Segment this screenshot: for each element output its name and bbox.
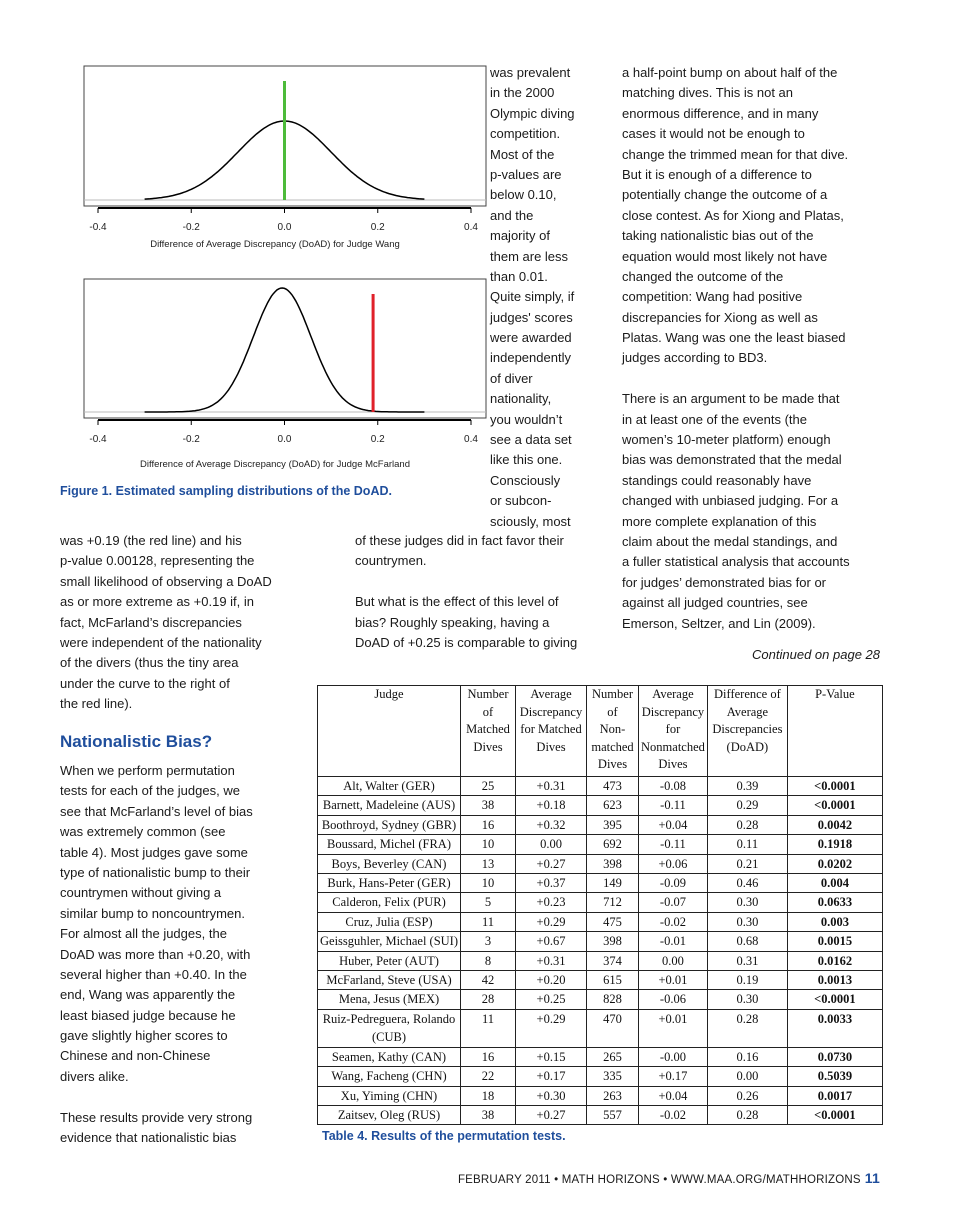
header-line: Dives <box>658 757 688 772</box>
text-line: see that McFarland’s level of bias <box>60 803 253 819</box>
judge-cell: Mena, Jesus (MEX) <box>318 990 461 1009</box>
header-line: Dives <box>473 739 503 754</box>
value-cell: 0.5039 <box>787 1067 882 1086</box>
value-cell: 395 <box>587 815 639 834</box>
value-cell: 0.28 <box>707 815 787 834</box>
text-line: like this one. <box>490 452 563 468</box>
value-cell: 11 <box>461 912 516 931</box>
plot-frame <box>84 279 486 418</box>
judge-cell: Alt, Walter (GER) <box>318 777 461 796</box>
header-line: Average <box>726 704 769 719</box>
text-line: changed the outcome of the <box>622 268 784 284</box>
wang-doad-plot <box>60 60 490 240</box>
header-line: Difference of <box>714 687 781 701</box>
value-cell: 0.0730 <box>787 1047 882 1066</box>
text-line: competition: Wang had positive <box>622 289 803 305</box>
value-cell: +0.32 <box>516 815 587 834</box>
value-cell: 5 <box>461 893 516 912</box>
value-cell: 692 <box>587 835 639 854</box>
table-row <box>318 874 883 893</box>
page-footer <box>458 1170 880 1186</box>
text-line: But it is enough of a difference to <box>622 166 812 182</box>
value-cell: 265 <box>587 1047 639 1066</box>
footer-text: FEBRUARY 2011 • MATH HORIZONS • WWW.MAA.ORG/MATHHORIZONS <box>457 1174 861 1186</box>
judge-cell: McFarland, Steve (USA) <box>318 971 461 990</box>
text-line: changed with unbiased judging. For a <box>622 493 839 509</box>
judge-cell: Geissguhler, Michael (SUI) <box>318 932 461 951</box>
value-cell: 0.0633 <box>787 893 882 912</box>
header-line: P-Value <box>815 687 855 701</box>
text-line: Chinese and non-Chinese <box>60 1048 211 1064</box>
judge-cell: Zaitsev, Oleg (RUS) <box>318 1105 461 1124</box>
text-line: was +0.19 (the red line) and his <box>60 533 242 548</box>
value-cell: +0.17 <box>639 1067 708 1086</box>
header-line: Judge <box>374 687 404 701</box>
text-line: DoAD was more than +0.20, with <box>60 946 251 962</box>
text-line: of the divers (thus the tiny area <box>60 655 239 671</box>
text-line: cases it would not be enough to <box>622 126 805 142</box>
text-line: equation would most likely not have <box>622 248 828 264</box>
value-cell: +0.27 <box>516 854 587 873</box>
header-line: matched <box>591 739 634 754</box>
x-tick-label: -0.4 <box>89 222 107 233</box>
text-line: For almost all the judges, the <box>60 926 227 942</box>
value-cell: 0.0042 <box>787 815 882 834</box>
value-cell: 13 <box>461 854 516 873</box>
text-line: Platas. Wang was one the least biased <box>622 330 846 346</box>
value-cell: 828 <box>587 990 639 1009</box>
text-line: the red line). <box>60 696 133 712</box>
text-line: p-values are <box>490 166 562 182</box>
column-header <box>318 686 461 777</box>
text-line: type of nationalistic bump to their <box>60 864 251 880</box>
value-cell: 3 <box>461 932 516 951</box>
text-line <box>622 369 850 389</box>
text-line: against all judged countries, see <box>622 595 808 611</box>
text-line: more complete explanation of this <box>622 513 817 529</box>
value-cell: +0.15 <box>516 1047 587 1066</box>
value-cell: 0.0202 <box>787 854 882 873</box>
x-tick-label: -0.2 <box>182 434 200 445</box>
value-cell: 0.0033 <box>787 1009 882 1047</box>
wang-plot-xlabel: Difference of Average Discrepancy (DoAD) for Judge Wang <box>150 239 400 250</box>
table-row <box>318 1047 883 1066</box>
value-cell: +0.31 <box>516 951 587 970</box>
figure-caption: Figure 1. Estimated sampling distributions of the DoAD. <box>60 484 392 498</box>
header-line: Discrepancy <box>641 704 705 719</box>
x-tick-label: 0.0 <box>277 434 292 445</box>
table-row <box>318 815 883 834</box>
text-line: fact, McFarland’s discrepancies <box>60 614 242 630</box>
text-line: table 4). Most judges gave some <box>60 844 248 860</box>
value-cell: 22 <box>461 1067 516 1086</box>
value-cell: +0.17 <box>516 1067 587 1086</box>
value-cell: +0.18 <box>516 796 587 815</box>
text-line: was prevalent <box>490 65 571 80</box>
value-cell: -0.08 <box>639 777 708 796</box>
text-line: evidence that nationalistic bias <box>60 1130 237 1146</box>
text-line: tests for each of the judges, we <box>60 783 240 799</box>
value-cell: 0.16 <box>707 1047 787 1066</box>
table-row <box>318 1009 883 1047</box>
value-cell: <0.0001 <box>787 990 882 1009</box>
header-line: Average <box>530 687 572 701</box>
value-cell: -0.11 <box>639 796 708 815</box>
value-cell: 11 <box>461 1009 516 1047</box>
text-line: least biased judge because he <box>60 1007 236 1023</box>
value-cell: 0.00 <box>516 835 587 854</box>
value-cell: 8 <box>461 951 516 970</box>
judge-cell: Ruiz-Pedreguera, Rolando (CUB) <box>318 1009 461 1047</box>
text-line: discrepancies for Xiong as well as <box>622 309 818 325</box>
judge-cell: Cruz, Julia (ESP) <box>318 912 461 931</box>
mcfarland-plot-xlabel: Difference of Average Discrepancy (DoAD) for Judge McFarland <box>140 459 410 470</box>
table-row <box>318 777 883 796</box>
text-line: bias? Roughly speaking, having a <box>355 614 550 630</box>
text-line: divers alike. <box>60 1068 129 1084</box>
header-line: Discrepancy <box>519 704 583 719</box>
text-line: Olympic diving <box>490 105 575 121</box>
text-line: similar bump to noncountrymen. <box>60 905 245 921</box>
value-cell: 0.21 <box>707 854 787 873</box>
text-line: in at least one of the events (the <box>622 411 808 427</box>
text-line: under the curve to the right of <box>60 675 230 691</box>
text-line: Quite simply, if <box>490 289 575 305</box>
value-cell: 0.11 <box>707 835 787 854</box>
x-tick-label: 0.2 <box>370 222 385 233</box>
value-cell: 42 <box>461 971 516 990</box>
text-line: standings could reasonably have <box>622 472 812 488</box>
value-cell: 0.68 <box>707 932 787 951</box>
value-cell: 16 <box>461 1047 516 1066</box>
value-cell: +0.20 <box>516 971 587 990</box>
text-line: competition. <box>490 126 561 142</box>
text-line: enormous difference, and in many <box>622 105 819 121</box>
text-line: several higher than +0.40. In the <box>60 966 247 982</box>
text-line: Consciously <box>490 472 561 488</box>
text-line: change the trimmed mean for that dive. <box>622 146 849 162</box>
header-line: Nonmatched <box>641 739 705 754</box>
text-line: judges' scores <box>490 309 573 325</box>
text-line: or subcon- <box>490 493 552 509</box>
table-row <box>318 971 883 990</box>
table-row <box>318 1086 883 1105</box>
value-cell: 0.00 <box>639 951 708 970</box>
text-line: sciously, most <box>490 513 571 529</box>
table-row <box>318 951 883 970</box>
text-line: countrymen. <box>355 553 427 569</box>
text-line: DoAD of +0.25 is comparable to giving <box>355 634 578 650</box>
value-cell: +0.31 <box>516 777 587 796</box>
value-cell: 0.29 <box>707 796 787 815</box>
column-header <box>516 686 587 777</box>
value-cell: 0.1918 <box>787 835 882 854</box>
value-cell: +0.37 <box>516 874 587 893</box>
judge-cell: Seamen, Kathy (CAN) <box>318 1047 461 1066</box>
judge-cell: Boussard, Michel (FRA) <box>318 835 461 854</box>
value-cell: 473 <box>587 777 639 796</box>
value-cell: 25 <box>461 777 516 796</box>
header-line: for <box>665 722 681 737</box>
value-cell: 398 <box>587 854 639 873</box>
text-line: small likelihood of observing a DoAD <box>60 573 272 589</box>
value-cell: 0.30 <box>707 912 787 931</box>
text-line: judges according to BD3. <box>622 350 768 366</box>
value-cell: 0.26 <box>707 1086 787 1105</box>
table-row <box>318 912 883 931</box>
header-line: Number <box>467 687 509 701</box>
value-cell: 398 <box>587 932 639 951</box>
text-line: claim about the medal standings, and <box>622 533 838 549</box>
value-cell: +0.67 <box>516 932 587 951</box>
value-cell: 10 <box>461 874 516 893</box>
text-line: for judges’ demonstrated bias for or <box>622 574 827 590</box>
mcfarland-doad-plot <box>60 272 490 452</box>
value-cell: 0.39 <box>707 777 787 796</box>
x-tick-label: 0.4 <box>464 222 478 233</box>
value-cell: <0.0001 <box>787 1105 882 1124</box>
table-row <box>318 854 883 873</box>
column2-text <box>355 531 577 653</box>
value-cell: +0.25 <box>516 990 587 1009</box>
text-line: taking nationalistic bias out of the <box>622 228 814 244</box>
continued-note: Continued on page 28 <box>752 647 880 662</box>
text-line: see a data set <box>490 432 572 448</box>
text-line: in the 2000 <box>490 85 555 101</box>
judge-cell: Barnett, Madeleine (AUS) <box>318 796 461 815</box>
value-cell: 0.0017 <box>787 1086 882 1105</box>
value-cell: 557 <box>587 1105 639 1124</box>
text-line: a fuller statistical analysis that accounts <box>622 554 850 570</box>
value-cell: <0.0001 <box>787 777 882 796</box>
table-row <box>318 932 883 951</box>
text-line: These results provide very strong <box>60 1109 253 1125</box>
value-cell: 28 <box>461 990 516 1009</box>
text-line: below 0.10, <box>490 187 557 203</box>
text-line: countrymen without giving a <box>60 885 222 901</box>
text-line: Emerson, Seltzer, and Lin (2009). <box>622 615 816 631</box>
column-header <box>707 686 787 777</box>
value-cell: -0.06 <box>639 990 708 1009</box>
header-line: Non- <box>599 722 626 737</box>
text-line: you wouldn’t <box>490 411 563 427</box>
value-cell: 374 <box>587 951 639 970</box>
judge-cell: Boys, Beverley (CAN) <box>318 854 461 873</box>
value-cell: +0.27 <box>516 1105 587 1124</box>
value-cell: +0.30 <box>516 1086 587 1105</box>
value-cell: 623 <box>587 796 639 815</box>
x-tick-label: -0.2 <box>182 222 200 233</box>
column-header <box>461 686 516 777</box>
value-cell: -0.01 <box>639 932 708 951</box>
value-cell: 0.30 <box>707 990 787 1009</box>
column-header <box>787 686 882 777</box>
x-tick-label: -0.4 <box>89 434 107 445</box>
text-line: end, Wang was apparently the <box>60 987 236 1003</box>
text-line: were awarded <box>490 330 572 346</box>
value-cell: 0.004 <box>787 874 882 893</box>
section-heading: Nationalistic Bias? <box>60 732 213 751</box>
x-tick-label: 0.0 <box>277 222 292 233</box>
header-line: Discrepancies <box>712 722 783 737</box>
text-line: and the <box>490 207 534 223</box>
table-row <box>318 893 883 912</box>
value-cell: +0.01 <box>639 971 708 990</box>
text-line: Most of the <box>490 146 555 162</box>
text-line: gave slightly higher scores to <box>60 1028 228 1044</box>
value-cell: 18 <box>461 1086 516 1105</box>
text-line: potentially change the outcome of a <box>622 187 828 203</box>
value-cell: 0.0013 <box>787 971 882 990</box>
x-tick-label: 0.4 <box>464 434 478 445</box>
value-cell: +0.01 <box>639 1009 708 1047</box>
text-line: p-value 0.00128, representing the <box>60 553 255 569</box>
value-cell: 0.19 <box>707 971 787 990</box>
value-cell: 470 <box>587 1009 639 1047</box>
value-cell: 0.0015 <box>787 932 882 951</box>
x-tick-label: 0.2 <box>370 434 385 445</box>
value-cell: 0.003 <box>787 912 882 931</box>
value-cell: <0.0001 <box>787 796 882 815</box>
column-header <box>587 686 639 777</box>
value-cell: 0.31 <box>707 951 787 970</box>
value-cell: 0.46 <box>707 874 787 893</box>
text-line: majority of <box>490 228 550 244</box>
header-line: Number <box>592 687 633 701</box>
text-line: bias was demonstrated that the medal <box>622 452 842 468</box>
value-cell: -0.02 <box>639 912 708 931</box>
header-line: (DoAD) <box>726 739 769 754</box>
value-cell: 149 <box>587 874 639 893</box>
value-cell: +0.29 <box>516 912 587 931</box>
column1-text-bottom <box>60 761 253 1148</box>
judge-cell: Boothroyd, Sydney (GBR) <box>318 815 461 834</box>
table-row <box>318 1105 883 1124</box>
column3-text <box>622 63 850 634</box>
text-line: of these judges did in fact favor their <box>355 533 564 548</box>
value-cell: 38 <box>461 1105 516 1124</box>
column1-text-top <box>60 531 272 715</box>
value-cell: 0.28 <box>707 1105 787 1124</box>
value-cell: 38 <box>461 796 516 815</box>
text-line <box>60 1087 253 1107</box>
table-row <box>318 835 883 854</box>
text-line: women’s 10-meter platform) enough <box>622 432 831 448</box>
text-line: than 0.01. <box>490 268 548 284</box>
text-line: There is an argument to be made that <box>622 391 840 407</box>
judge-cell: Calderon, Felix (PUR) <box>318 893 461 912</box>
value-cell: 712 <box>587 893 639 912</box>
table-header-row <box>318 686 883 777</box>
value-cell: +0.29 <box>516 1009 587 1047</box>
value-cell: 0.28 <box>707 1009 787 1047</box>
text-line: them are less <box>490 248 569 264</box>
value-cell: 475 <box>587 912 639 931</box>
value-cell: 0.00 <box>707 1067 787 1086</box>
text-line: But what is the effect of this level of <box>355 594 559 610</box>
text-line: were independent of the nationality <box>60 634 262 650</box>
table-row <box>318 990 883 1009</box>
judge-cell: Burk, Hans-Peter (GER) <box>318 874 461 893</box>
value-cell: 263 <box>587 1086 639 1105</box>
value-cell: 10 <box>461 835 516 854</box>
column-header <box>639 686 708 777</box>
density-curve <box>145 288 425 412</box>
header-line: Dives <box>597 757 628 772</box>
table-row <box>318 796 883 815</box>
text-line: as or more extreme as +0.19 if, in <box>60 594 255 610</box>
narrow-text-column <box>490 63 575 532</box>
table-row <box>318 1067 883 1086</box>
header-line: of <box>482 704 494 719</box>
value-cell: +0.04 <box>639 1086 708 1105</box>
value-cell: 335 <box>587 1067 639 1086</box>
text-line: matching dives. This is not an <box>622 85 794 101</box>
text-line: was extremely common (see <box>60 824 226 840</box>
text-line: close contest. As for Xiong and Platas, <box>622 207 844 223</box>
text-line: a half-point bump on about half of the <box>622 65 838 80</box>
header-line: for Matched <box>520 722 582 737</box>
value-cell: -0.09 <box>639 874 708 893</box>
permutation-results-table <box>317 685 883 1125</box>
value-cell: +0.06 <box>639 854 708 873</box>
value-cell: -0.11 <box>639 835 708 854</box>
page-number: 11 <box>864 1170 880 1186</box>
judge-cell: Xu, Yiming (CHN) <box>318 1086 461 1105</box>
text-line <box>355 572 577 592</box>
text-line: of diver <box>490 370 533 386</box>
value-cell: 0.0162 <box>787 951 882 970</box>
value-cell: -0.00 <box>639 1047 708 1066</box>
value-cell: +0.23 <box>516 893 587 912</box>
header-line: Average <box>652 687 694 701</box>
text-line: When we perform permutation <box>60 763 235 778</box>
table-caption: Table 4. Results of the permutation tests. <box>322 1129 566 1143</box>
value-cell: 615 <box>587 971 639 990</box>
value-cell: 16 <box>461 815 516 834</box>
judge-cell: Huber, Peter (AUT) <box>318 951 461 970</box>
text-line: independently <box>490 350 571 366</box>
value-cell: 0.30 <box>707 893 787 912</box>
header-line: of <box>607 704 618 719</box>
value-cell: +0.04 <box>639 815 708 834</box>
header-line: Matched <box>466 722 510 737</box>
value-cell: -0.02 <box>639 1105 708 1124</box>
header-line: Dives <box>536 739 566 754</box>
judge-cell: Wang, Facheng (CHN) <box>318 1067 461 1086</box>
value-cell: -0.07 <box>639 893 708 912</box>
text-line: nationality, <box>490 391 552 407</box>
